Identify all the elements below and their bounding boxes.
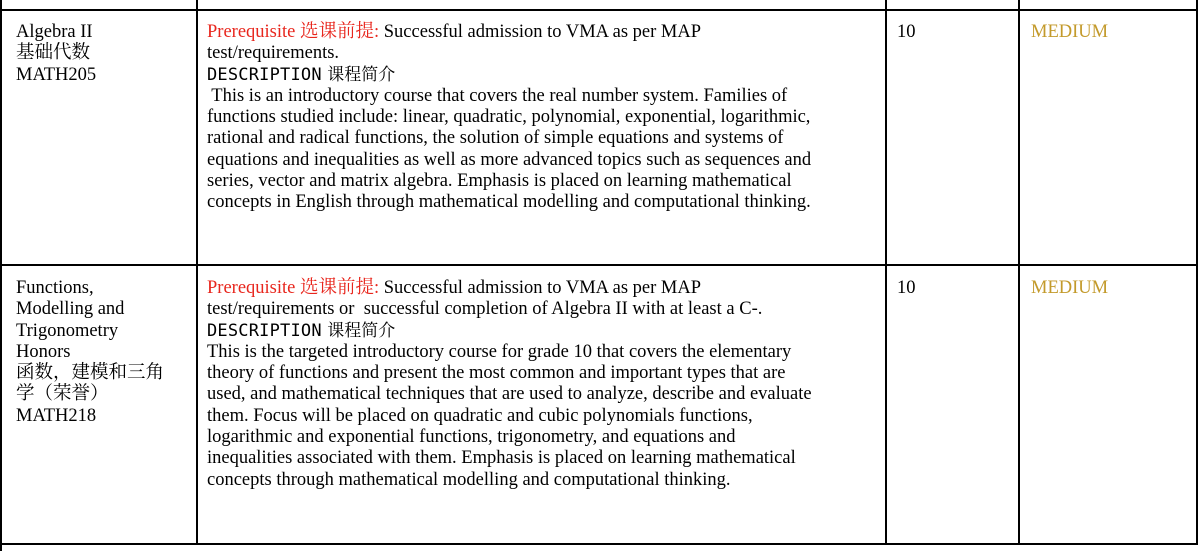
row-divider bbox=[0, 264, 1198, 266]
description-line: series, vector and matrix algebra. Emphasis is placed on learning mathematical bbox=[207, 171, 792, 192]
course-name-cn-line: 基础代数 bbox=[16, 43, 91, 64]
description-line: This is an introductory course that covers the real number system. Families of bbox=[207, 85, 788, 106]
description-line: concepts through mathematical modelling and computational thinking. bbox=[207, 469, 731, 490]
prerequisite-text-line: test/requirements or successful completion of Algebra II with at least a C-. bbox=[207, 299, 763, 320]
prerequisite-text: Successful admission to VMA as per MAP bbox=[379, 278, 702, 298]
course-name-cell bbox=[16, 22, 192, 86]
prerequisite-label: Prerequisite 选课前提: bbox=[207, 22, 380, 42]
grade-cell: 10 bbox=[897, 278, 916, 298]
grade-cell: 10 bbox=[897, 22, 916, 42]
description-line: inequalities associated with them. Emphasis is placed on learning mathematical bbox=[207, 448, 796, 469]
description-line: rational and radical functions, the solution of simple equations and systems of bbox=[207, 128, 784, 149]
description-heading-cn: 课程简介 bbox=[321, 320, 396, 341]
table-bottom-border bbox=[0, 543, 1198, 545]
column-divider-3 bbox=[1018, 0, 1020, 545]
description-line: This is the targeted introductory course for grade 10 that covers the elementary bbox=[207, 341, 792, 362]
difficulty-level-cell: MEDIUM bbox=[1031, 22, 1109, 42]
course-code-line: MATH218 bbox=[16, 405, 97, 426]
description-line: concepts in English through mathematical modelling and computational thinking. bbox=[207, 192, 811, 213]
difficulty-level-cell: MEDIUM bbox=[1031, 278, 1109, 298]
description-line: equations and inequalities as well as more advanced topics such as sequences and bbox=[207, 149, 812, 170]
course-name-line: Honors bbox=[16, 341, 71, 362]
course-name-cn-line: 学（荣誉） bbox=[16, 384, 109, 405]
prerequisite-text-line: test/requirements. bbox=[207, 43, 340, 64]
table-border-left bbox=[0, 0, 2, 551]
description-heading-en: DESCRIPTION bbox=[207, 64, 322, 85]
course-description-cell bbox=[207, 22, 883, 214]
course-description-cell bbox=[207, 278, 883, 491]
course-name-line: Functions, bbox=[16, 278, 94, 298]
description-line: functions studied include: linear, quadratic, polynomial, exponential, logarithmic, bbox=[207, 107, 811, 128]
course-name-cell bbox=[16, 278, 192, 427]
prerequisite-line bbox=[207, 22, 883, 43]
prerequisite-line bbox=[207, 278, 883, 299]
course-name-cn-line: 函数，建模和三角 bbox=[16, 363, 165, 384]
course-code-line: MATH205 bbox=[16, 64, 97, 85]
description-heading bbox=[207, 321, 883, 342]
prerequisite-text: Successful admission to VMA as per MAP bbox=[379, 22, 702, 42]
course-name-line: Modelling and bbox=[16, 299, 125, 320]
column-divider-2 bbox=[885, 0, 887, 545]
description-line: theory of functions and present the most common and important types that are bbox=[207, 363, 786, 384]
column-divider-1 bbox=[196, 0, 198, 545]
description-heading bbox=[207, 65, 883, 86]
row-top-border bbox=[0, 9, 1198, 11]
description-line: logarithmic and exponential functions, trigonometry, and equations and bbox=[207, 427, 736, 448]
course-name-line: Algebra II bbox=[16, 22, 93, 42]
prerequisite-label: Prerequisite 选课前提: bbox=[207, 278, 380, 298]
course-name-line: Trigonometry bbox=[16, 320, 119, 341]
description-heading-en: DESCRIPTION bbox=[207, 320, 322, 341]
description-line: used, and mathematical techniques that are used to analyze, describe and evaluate bbox=[207, 384, 812, 405]
description-line: them. Focus will be placed on quadratic and cubic polynomials functions, bbox=[207, 405, 753, 426]
table-border-right bbox=[1196, 0, 1198, 545]
description-heading-cn: 课程简介 bbox=[321, 64, 396, 85]
